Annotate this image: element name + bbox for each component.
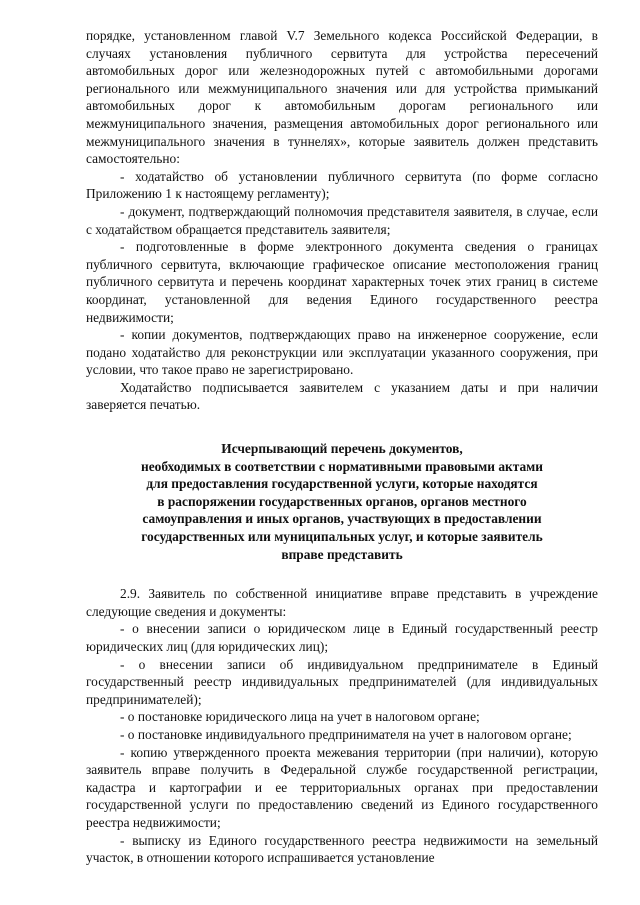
paragraph-2-9: 2.9. Заявитель по собственной инициативе вправе представить в учреждение следующие сведения и документы: (86, 586, 598, 619)
section-heading (86, 440, 598, 563)
heading-line: для предоставления государственной услуги, которые находятся (146, 476, 538, 492)
list-item-petition: - ходатайство об установлении публичного сервитута (по форме согласно Приложению 1 к настоящему регламенту); (86, 168, 598, 202)
list-item-legal-entity-tax: - о постановке юридического лица на учет в налоговом органе; (120, 709, 480, 725)
list-item-legal-entity-record: - о внесении записи о юридическом лице в Единый государственный реестр юридических лиц (для юридических лиц); (86, 621, 598, 654)
paragraph-continuation: порядке, установленном главой V.7 Земельного кодекса Российской Федерации, в случаях установления публичного сервитута для устройства пересечений автомобильных дорог или железнодорожных путей с автомобильными дорогами регионального или межмуниципального значения или для устройства примыканий автомобильных дорог к автомобильным дорогам регионального или межмуниципального значения, размещения автомобильных дорог регионального или межмуниципального значения в туннелях», которые заявитель должен представить самостоятельно: (86, 28, 598, 167)
list-item-survey-project: - копию утвержденного проекта межевания территории (при наличии), которую заявитель вправе получить в Федеральной службе государственной регистрации, кадастра и картографии и ее территориальных органах при предоставлении государственной услуги по предоставлению сведений из Единого государственного реестра недвижимости; (86, 744, 598, 830)
list-item-authority-document: - документ, подтверждающий полномочия представителя заявителя, в случае, если с ходатайством обращается представитель заявителя; (86, 203, 598, 237)
list-item-entrepreneur-record: - о внесении записи об индивидуальном предпринимателе в Единый государственный реестр индивидуальных предпринимателей (для индивидуальных предпринимателей); (86, 656, 598, 707)
heading-line: необходимых в соответствии с нормативными правовыми актами (140, 458, 544, 474)
heading-line: государственных или муниципальных услуг, и которые заявитель (141, 529, 543, 545)
heading-line: в распоряжении государственных органов, органов местного (157, 493, 527, 509)
document-body (86, 27, 598, 867)
heading-line: Исчерпывающий перечень документов, (221, 441, 463, 457)
list-item-entrepreneur-tax: - о постановке индивидуального предпринимателя на учет в налоговом органе; (120, 726, 572, 742)
list-item-boundary-data: - подготовленные в форме электронного документа сведения о границах публичного сервитута, включающие графическое описание местоположения границ публичного сервитута и перечень координат характерных точек этих границ в системе координат, установленной для ведения Единого государственного реестра недвижимости; (86, 239, 598, 325)
paragraph-signature-note: Ходатайство подписывается заявителем с указанием даты и при наличии заверяется печатью. (86, 379, 598, 413)
heading-line: самоуправления и иных органов, участвующих в предоставлении (142, 511, 542, 527)
list-item-registry-extract: - выписку из Единого государственного реестра недвижимости на земельный участок, в отношении которого испрашивается установление (86, 832, 598, 866)
heading-line: вправе представить (281, 546, 403, 562)
list-item-structure-rights: - копии документов, подтверждающих право на инженерное сооружение, если подано ходатайство для реконструкции или эксплуатации указанного сооружения, при условии, что такое право не зарегистрировано. (86, 327, 598, 378)
